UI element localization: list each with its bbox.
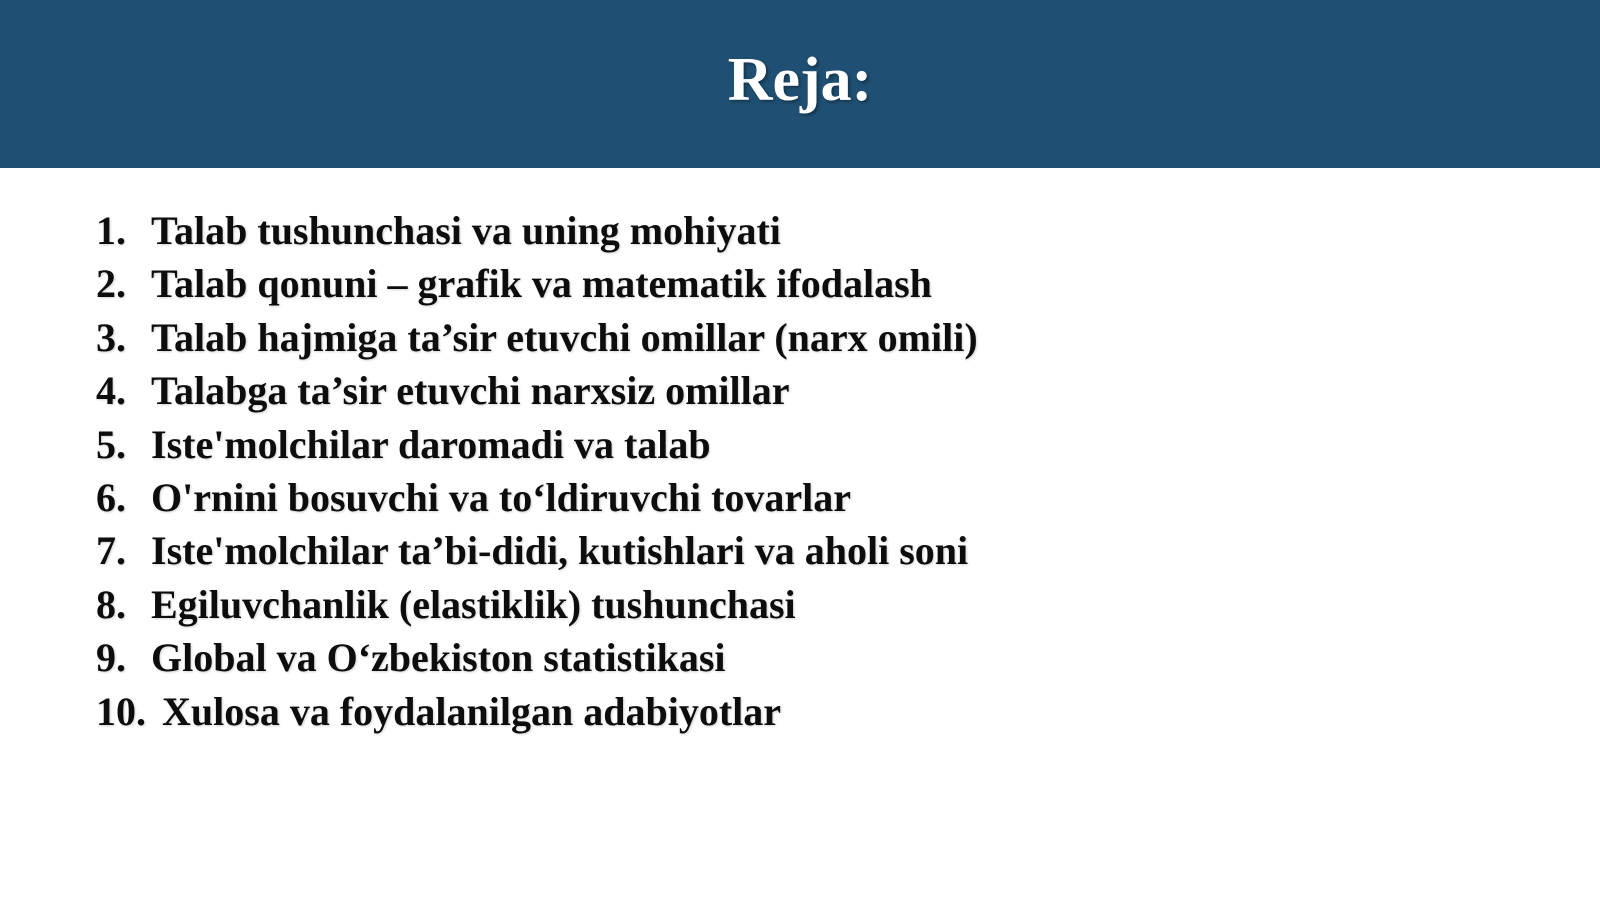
agenda-item-number: 7.	[96, 528, 126, 574]
agenda-list	[96, 204, 978, 738]
agenda-item-text: Talab hajmiga ta’sir etuvchi omillar (narx omili)	[151, 314, 978, 360]
agenda-item	[96, 578, 978, 631]
agenda-item-number: 6.	[96, 474, 126, 520]
agenda-item	[96, 524, 978, 577]
agenda-item	[96, 204, 978, 257]
agenda-item-number: 2.	[96, 261, 126, 307]
agenda-item-number: 10.	[96, 688, 146, 734]
slide-title: Reja:	[727, 46, 873, 114]
agenda-item	[96, 685, 978, 738]
agenda-item-text: Xulosa va foydalanilgan adabiyotlar	[162, 688, 782, 734]
agenda-item	[96, 418, 978, 471]
agenda-item-text: Global va O‘zbekiston statistikasi	[151, 635, 726, 681]
agenda-item-number: 3.	[96, 314, 126, 360]
agenda-item-number: 8.	[96, 581, 126, 627]
agenda-item-text: Egiluvchanlik (elastiklik) tushunchasi	[151, 581, 796, 627]
agenda-item-number: 5.	[96, 421, 126, 467]
agenda-item-text: Talabga ta’sir etuvchi narxsiz omillar	[151, 368, 790, 414]
agenda-item-text: Iste'molchilar ta’bi-didi, kutishlari va aholi soni	[151, 528, 969, 574]
agenda-item	[96, 471, 978, 524]
agenda-item-text: Iste'molchilar daromadi va talab	[151, 421, 711, 467]
agenda-item-number: 4.	[96, 368, 126, 414]
agenda-item-text: O'rnini bosuvchi va to‘ldiruvchi tovarlar	[151, 474, 852, 520]
agenda-item-number: 1.	[96, 208, 126, 253]
agenda-item	[96, 257, 978, 310]
agenda-item	[96, 631, 978, 684]
agenda-item-text: Talab tushunchasi va uning mohiyati	[151, 208, 781, 253]
agenda-item-number: 9.	[96, 635, 126, 681]
agenda-item	[96, 364, 978, 417]
agenda-item	[96, 311, 978, 364]
header-band	[0, 0, 1600, 168]
agenda-item-text: Talab qonuni – grafik va matematik ifodalash	[151, 261, 932, 307]
